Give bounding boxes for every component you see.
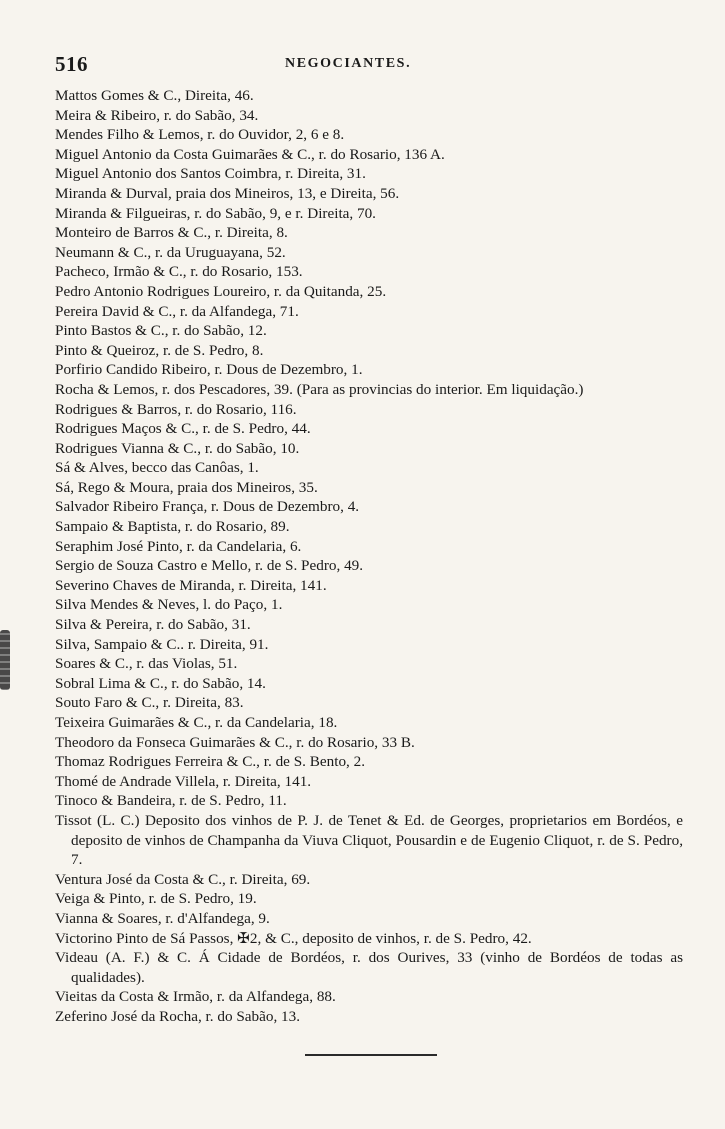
list-item: Theodoro da Fonseca Guimarães & C., r. do Rosario, 33 B. (55, 733, 415, 751)
list-item: Sá, Rego & Moura, praia dos Mineiros, 35. (55, 478, 318, 496)
running-head: NEGOCIANTES. (285, 56, 412, 71)
list-item: Thomaz Rodrigues Ferreira & C., r. de S. Bento, 2. (55, 753, 366, 771)
list-item: Porfirio Candido Ribeiro, r. Dous de Dezembro, 1. (55, 361, 363, 379)
list-item: Rodrigues Maços & C., r. de S. Pedro, 44. (55, 420, 311, 438)
list-item: Vianna & Soares, r. d'Alfandega, 9. (55, 909, 270, 927)
list-item: Miguel Antonio dos Santos Coimbra, r. Direita, 31. (55, 165, 366, 183)
list-item: Veiga & Pinto, r. de S. Pedro, 19. (55, 890, 257, 908)
list-item: Pinto & Queiroz, r. de S. Pedro, 8. (55, 341, 264, 359)
list-item: Pinto Bastos & C., r. do Sabão, 12. (55, 322, 267, 340)
list-item: Miguel Antonio da Costa Guimarães & C., r. do Rosario, 136 A. (55, 145, 445, 163)
list-item: Soares & C., r. das Violas, 51. (55, 655, 238, 673)
list-item: Meira & Ribeiro, r. do Sabão, 34. (55, 106, 259, 124)
list-item: Mattos Gomes & C., Direita, 46. (55, 87, 254, 104)
list-item: Teixeira Guimarães & C., r. da Candelaria, 18. (55, 714, 338, 731)
list-item: Mendes Filho & Lemos, r. do Ouvidor, 2, 6 e 8. (55, 126, 345, 144)
page-number: 516 (55, 52, 88, 76)
list-item: Tissot (L. C.) Deposito dos vinhos de P. J. de Tenet & Ed. de Georges, proprietarios em Bordéos, e deposito de vinhos de Champanha da Viuva Cliquot, Pousardin e de Eugenio Cliquot, r. de S. Pedro, 7. (55, 811, 683, 869)
list-item: Videau (A. F.) & C. Á Cidade de Bordéos, r. dos Ourives, 33 (vinho de Bordéos de todas as qualidades). (55, 949, 683, 986)
list-item: Tinoco & Bandeira, r. de S. Pedro, 11. (55, 792, 287, 810)
list-item: Sampaio & Baptista, r. do Rosario, 89. (55, 518, 290, 536)
list-item: Miranda & Durval, praia dos Mineiros, 13, e Direita, 56. (55, 184, 400, 202)
list-item: Ventura José da Costa & C., r. Direita, 69. (55, 870, 311, 888)
list-item: Silva, Sampaio & C.. r. Direita, 91. (55, 635, 269, 653)
list-item: Monteiro de Barros & C., r. Direita, 8. (55, 224, 288, 242)
page-header (55, 52, 675, 78)
list-item: Rodrigues & Barros, r. do Rosario, 116. (55, 400, 297, 418)
list-item: Sobral Lima & C., r. do Sabão, 14. (55, 674, 266, 692)
list-item: Seraphim José Pinto, r. da Candelaria, 6. (55, 537, 302, 555)
merchant-list (55, 86, 683, 1027)
list-item: Neumann & C., r. da Uruguayana, 52. (55, 243, 286, 261)
list-item: Pereira David & C., r. da Alfandega, 71. (55, 302, 299, 320)
list-item: Salvador Ribeiro França, r. Dous de Dezembro, 4. (55, 498, 360, 516)
list-item: Thomé de Andrade Villela, r. Direita, 141. (55, 772, 312, 790)
list-item: Sergio de Souza Castro e Mello, r. de S. Pedro, 49. (55, 557, 364, 575)
list-item: Souto Faro & C., r. Direita, 83. (55, 694, 244, 712)
list-item: Severino Chaves de Miranda, r. Direita, 141. (55, 576, 327, 594)
list-item: Rodrigues Vianna & C., r. do Sabão, 10. (55, 439, 300, 457)
list-item: Vieitas da Costa & Irmão, r. da Alfandega, 88. (55, 988, 336, 1006)
list-item: Miranda & Filgueiras, r. do Sabão, 9, e r. Direita, 70. (55, 204, 376, 222)
margin-binding-mark (0, 630, 10, 690)
list-item: Silva & Pereira, r. do Sabão, 31. (55, 616, 251, 634)
list-item: Zeferino José da Rocha, r. do Sabão, 13. (55, 1007, 301, 1025)
closing-rule (305, 1054, 437, 1056)
list-item: Rocha & Lemos, r. dos Pescadores, 39. (Para as provincias do interior. Em liquidação.) (55, 380, 584, 398)
list-item: Pedro Antonio Rodrigues Loureiro, r. da Quitanda, 25. (55, 282, 387, 300)
list-item: Silva Mendes & Neves, l. do Paço, 1. (55, 596, 283, 614)
list-item: Victorino Pinto de Sá Passos, ✠2, & C., deposito de vinhos, r. de S. Pedro, 42. (55, 929, 532, 947)
list-item: Sá & Alves, becco das Canôas, 1. (55, 459, 259, 477)
list-item: Pacheco, Irmão & C., r. do Rosario, 153. (55, 263, 303, 281)
